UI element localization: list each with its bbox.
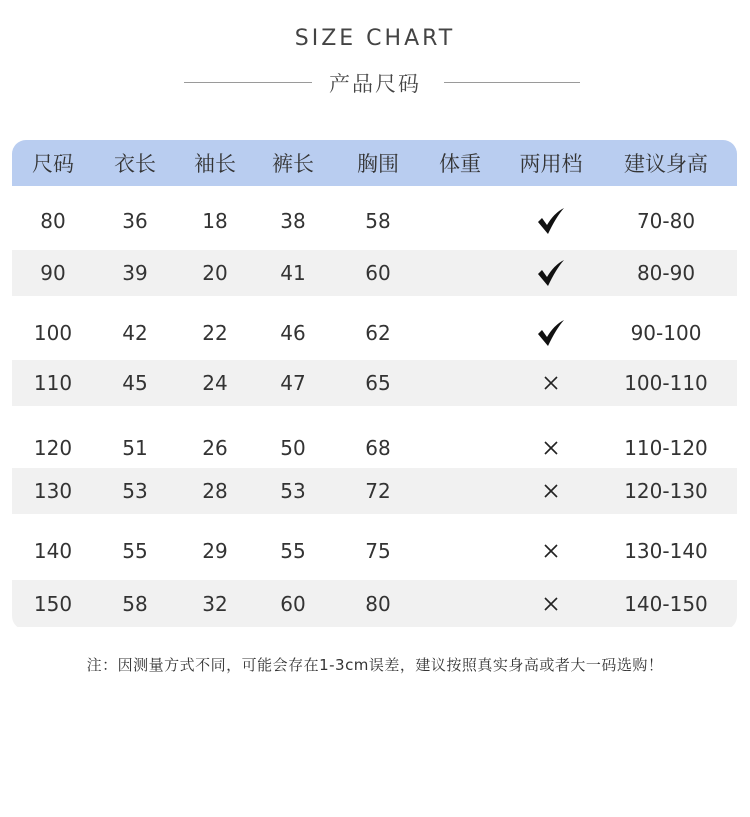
header-dual-crotch: 两用档 bbox=[519, 152, 583, 176]
cell-dual-crotch bbox=[506, 305, 596, 360]
cell-chest: 80 bbox=[365, 591, 391, 616]
cell-pants: 38 bbox=[280, 209, 306, 233]
check-icon bbox=[536, 259, 566, 287]
table-row bbox=[12, 250, 737, 296]
cell-sleeve: 29 bbox=[202, 538, 228, 563]
cell-weight bbox=[420, 192, 500, 250]
cell-pants: 46 bbox=[280, 320, 306, 345]
chart-subtitle: 产品尺码 bbox=[329, 72, 421, 96]
header-length: 衣长 bbox=[114, 152, 156, 176]
cross-icon bbox=[543, 483, 559, 499]
cell-weight bbox=[420, 360, 500, 406]
header-weight: 体重 bbox=[439, 152, 481, 176]
cell-height: 90-100 bbox=[630, 320, 702, 345]
table-row bbox=[12, 360, 737, 406]
cross-icon bbox=[543, 440, 559, 456]
cell-dual-crotch bbox=[506, 250, 596, 296]
cell-sleeve: 20 bbox=[202, 261, 228, 285]
cell-size: 90 bbox=[40, 261, 66, 285]
header-sleeve: 袖长 bbox=[194, 152, 236, 176]
cell-length: 42 bbox=[122, 320, 148, 345]
cell-weight bbox=[420, 580, 500, 627]
cell-length: 55 bbox=[122, 538, 148, 563]
cell-sleeve: 18 bbox=[202, 209, 228, 233]
cell-chest: 72 bbox=[365, 479, 391, 503]
check-icon bbox=[536, 319, 566, 347]
cell-sleeve: 26 bbox=[202, 435, 228, 460]
cell-height: 120-130 bbox=[624, 479, 708, 503]
table-row bbox=[12, 468, 737, 514]
cell-sleeve: 24 bbox=[202, 371, 228, 395]
header-chest: 胸围 bbox=[357, 152, 399, 176]
cell-size: 80 bbox=[40, 209, 66, 233]
table-header bbox=[12, 140, 737, 186]
cell-pants: 50 bbox=[280, 435, 306, 460]
header-pants: 裤长 bbox=[272, 152, 314, 176]
cell-height: 100-110 bbox=[624, 371, 708, 395]
cell-chest: 60 bbox=[365, 261, 391, 285]
cell-length: 39 bbox=[122, 261, 148, 285]
cell-sleeve: 22 bbox=[202, 320, 228, 345]
cell-pants: 47 bbox=[280, 371, 306, 395]
cell-sleeve: 32 bbox=[202, 591, 228, 616]
cell-weight bbox=[420, 250, 500, 296]
cell-length: 36 bbox=[122, 209, 148, 233]
cell-length: 51 bbox=[122, 435, 148, 460]
subtitle-row bbox=[0, 66, 750, 100]
table-row bbox=[12, 192, 737, 250]
cell-dual-crotch bbox=[506, 523, 596, 578]
cell-sleeve: 28 bbox=[202, 479, 228, 503]
cross-icon bbox=[543, 543, 559, 559]
cell-size: 120 bbox=[33, 435, 73, 460]
cross-icon bbox=[543, 375, 559, 391]
cell-length: 58 bbox=[122, 591, 148, 616]
cell-chest: 68 bbox=[365, 435, 391, 460]
cell-size: 110 bbox=[33, 371, 73, 395]
cell-chest: 58 bbox=[365, 209, 391, 233]
table-row bbox=[12, 580, 737, 627]
cell-dual-crotch bbox=[506, 420, 596, 475]
cell-height: 80-90 bbox=[636, 261, 696, 285]
cell-height: 70-80 bbox=[636, 209, 696, 233]
cell-dual-crotch bbox=[506, 580, 596, 627]
cell-length: 45 bbox=[122, 371, 148, 395]
table-row bbox=[12, 305, 737, 360]
divider-right bbox=[444, 82, 580, 83]
header-height: 建议身高 bbox=[624, 152, 708, 176]
cell-height: 110-120 bbox=[624, 435, 708, 460]
cell-dual-crotch bbox=[506, 468, 596, 514]
cell-weight bbox=[420, 523, 500, 578]
cell-size: 140 bbox=[33, 538, 73, 563]
cell-height: 130-140 bbox=[624, 538, 708, 563]
table-row bbox=[12, 523, 737, 578]
cross-icon bbox=[543, 596, 559, 612]
cell-size: 100 bbox=[33, 320, 73, 345]
cell-pants: 55 bbox=[280, 538, 306, 563]
cell-height: 140-150 bbox=[624, 591, 708, 616]
chart-title: SIZE CHART bbox=[294, 26, 456, 51]
cell-weight bbox=[420, 305, 500, 360]
cell-length: 53 bbox=[122, 479, 148, 503]
cell-dual-crotch bbox=[506, 360, 596, 406]
check-icon bbox=[536, 207, 566, 235]
sizing-note: 注：因测量方式不同，可能会存在1-3cm误差，建议按照真实身高或者大一码选购！ bbox=[86, 656, 664, 674]
cell-chest: 62 bbox=[365, 320, 391, 345]
cell-pants: 60 bbox=[280, 591, 306, 616]
header-size: 尺码 bbox=[32, 152, 74, 176]
cell-dual-crotch bbox=[506, 192, 596, 250]
cell-pants: 53 bbox=[280, 479, 306, 503]
size-table bbox=[12, 140, 737, 630]
cell-pants: 41 bbox=[280, 261, 306, 285]
table-row bbox=[12, 420, 737, 475]
cell-weight bbox=[420, 420, 500, 475]
cell-size: 150 bbox=[33, 591, 73, 616]
cell-weight bbox=[420, 468, 500, 514]
cell-chest: 75 bbox=[365, 538, 391, 563]
cell-chest: 65 bbox=[365, 371, 391, 395]
cell-size: 130 bbox=[33, 479, 73, 503]
